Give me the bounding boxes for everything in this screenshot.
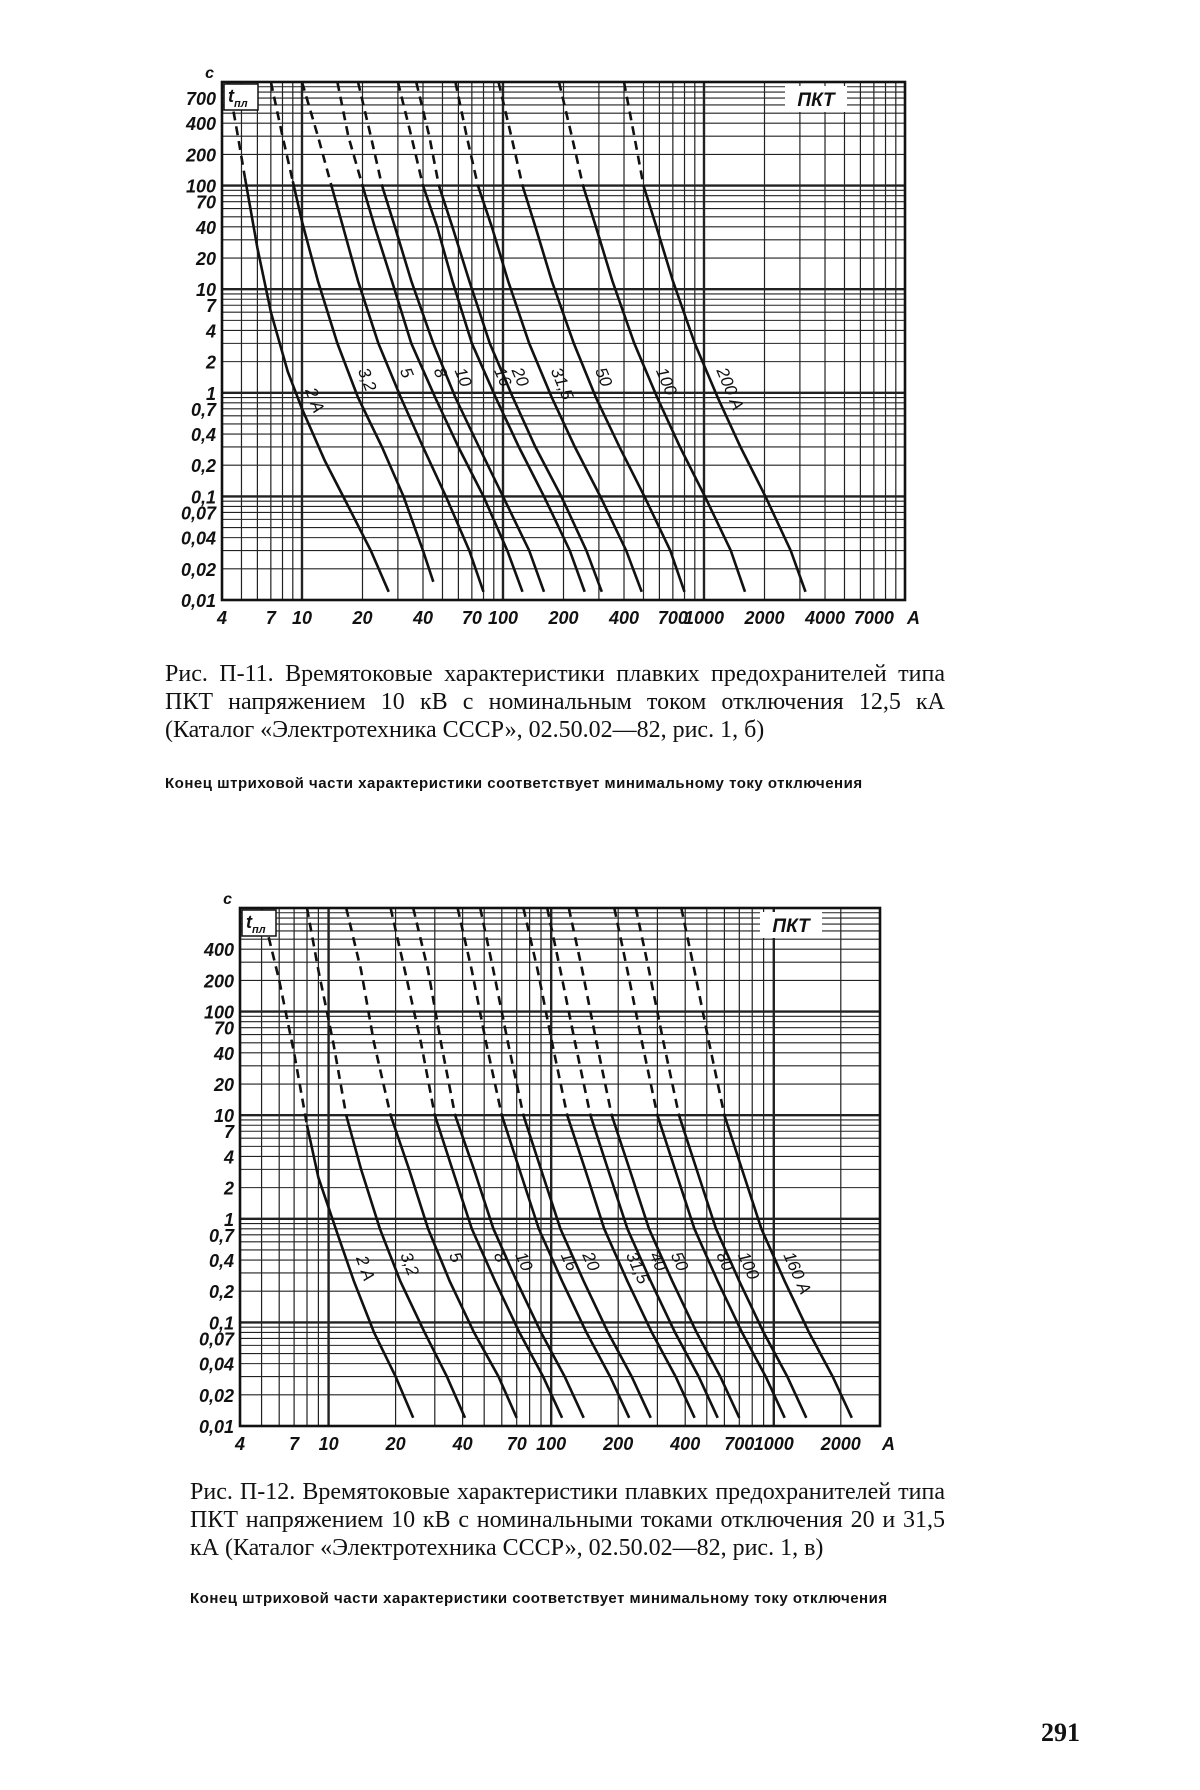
note-p11 [165, 775, 945, 793]
x-tick-label: 4 [234, 1434, 246, 1454]
y-tick-label: 70 [213, 1018, 234, 1039]
panel-label: ПКТ [797, 90, 835, 111]
y-tick-label: 0,01 [198, 1417, 234, 1437]
chart-p11 [181, 65, 920, 628]
y-tick-label: 0,1 [208, 1313, 234, 1334]
y-tick-label: 0,02 [180, 559, 216, 580]
chart-p12 [199, 891, 895, 1454]
y-tick-label: 0,2 [190, 456, 216, 477]
curve-label-5: 16 [556, 1248, 582, 1274]
curve-label-11: 100 [734, 1248, 763, 1283]
y-tick-label: 40 [195, 217, 216, 238]
caption-p12-title: Рис. П-12. Времятоковые характеристики плавких предохранителей типа ПКТ напряжением 10 кВ с номинальными токами отключения 20 и 31,5 кА (Каталог «Электротехника СССР», 02.50.02—82, рис. 1, в) [190, 1479, 945, 1561]
note-p12-text: Конец штриховой части характеристики соответствует минимальному току отключения [190, 1590, 888, 1607]
y-tick-label: 10 [213, 1106, 234, 1127]
y-tick-label: 70 [195, 192, 216, 213]
curve-label-1: 3,2 [396, 1249, 423, 1279]
note-p12 [190, 1590, 945, 1608]
y-tick-label: 2 [223, 1178, 234, 1199]
panel-label: ПКТ [772, 916, 810, 937]
curve-label-1: 3,2 [354, 365, 381, 394]
curve-label-0: 2 А [301, 384, 329, 416]
x-tick-label: 100 [536, 1434, 567, 1454]
grid [240, 908, 880, 1426]
curve-label-7: 31,5 [622, 1248, 653, 1287]
curve-label-5: 16 [490, 364, 516, 390]
x-tick-label: 2000 [820, 1434, 861, 1454]
y-unit-label: с [223, 891, 232, 908]
y-tick-label: 40 [213, 1043, 234, 1064]
y-tick-label: 200 [203, 971, 234, 992]
x-tick-label: 200 [603, 1434, 634, 1454]
caption-p12 [190, 1478, 945, 1562]
x-tick-label: 20 [385, 1434, 406, 1454]
curve-label-4: 10 [511, 1248, 537, 1274]
curve-label-3: 8 [429, 364, 451, 381]
x-tick-label: 4 [216, 608, 228, 628]
x-unit-label: А [882, 1434, 895, 1454]
y-tick-label: 0,7 [208, 1225, 234, 1246]
curve-label-10: 200 А [712, 364, 748, 414]
x-tick-label: 10 [291, 608, 313, 628]
y-tick-label: 2 [205, 352, 216, 373]
x-tick-label: 1000 [753, 1434, 794, 1454]
x-tick-label: 20 [352, 608, 373, 628]
x-tick-label: 7 [289, 1434, 300, 1454]
x-tick-label: 700 [724, 1434, 755, 1454]
y-tick-label: 0,2 [208, 1282, 234, 1303]
y-tick-label: 10 [195, 280, 216, 301]
y-tick-label: 0,04 [198, 1354, 234, 1375]
y-tick-label: 0,07 [198, 1329, 234, 1350]
y-tick-label: 7 [205, 296, 216, 317]
curve-dashed-1 [271, 82, 293, 181]
x-tick-label: 4000 [804, 608, 846, 628]
curve-label-9: 50 [666, 1248, 693, 1274]
curve-label-0: 2 А [352, 1253, 379, 1284]
x-tick-label: 400 [670, 1434, 701, 1454]
x-tick-label: 200 [548, 608, 579, 628]
x-tick-label: 40 [452, 1434, 473, 1454]
y-tick-label: 7 [223, 1122, 234, 1143]
x-tick-label: 10 [318, 1434, 339, 1454]
y-tick-label: 200 [185, 145, 216, 166]
caption-p11-title: Рис. П-11. Времятоковые характеристики плавких предохранителей типа ПКТ напряжением 10 кВ с номинальным током отключения 12,5 кА (Каталог «Электротехника СССР», 02.50.02—82, рис. 1, б) [165, 661, 945, 743]
y-tick-label: 1 [205, 383, 216, 404]
y-tick-label: 100 [185, 176, 216, 197]
curve-label-9: 100 [652, 364, 681, 399]
x-tick-label: 70 [461, 608, 482, 628]
x-unit-label: А [907, 608, 920, 628]
y-tick-label: 20 [213, 1075, 234, 1096]
y-tick-label: 0,01 [180, 591, 216, 611]
page-number: 291 [1041, 1718, 1080, 1747]
y-axis-label: $t_{пл}$ [246, 912, 266, 936]
y-tick-label: 0,4 [190, 425, 216, 446]
x-tick-label: 7 [265, 608, 276, 628]
curve-label-12: 160 А [779, 1248, 815, 1298]
y-tick-label: 0,04 [180, 528, 216, 549]
curve-label-2: 5 [395, 364, 418, 381]
y-tick-label: 0,7 [190, 399, 216, 420]
y-tick-label: 100 [203, 1002, 234, 1023]
curve-label-6: 20 [578, 1248, 604, 1274]
y-tick-label: 400 [203, 940, 234, 961]
plot-frame [240, 908, 880, 1426]
curve-label-3: 8 [489, 1248, 512, 1266]
y-tick-label: 0,07 [180, 503, 216, 524]
curve-solid-4 [382, 186, 544, 592]
curve-label-10: 80 [712, 1248, 738, 1274]
x-tick-label: 400 [608, 608, 640, 628]
y-tick-label: 4 [223, 1147, 234, 1168]
y-tick-label: 0,02 [198, 1385, 234, 1406]
curve-label-2: 5 [445, 1249, 467, 1266]
x-tick-label: 100 [487, 608, 519, 628]
y-tick-label: 1 [223, 1209, 234, 1230]
x-tick-label: 7000 [853, 608, 894, 628]
y-unit-label: с [205, 65, 214, 82]
y-tick-label: 4 [205, 321, 216, 342]
curve-label-4: 10 [450, 364, 476, 390]
curve-label-6: 20 [507, 364, 533, 390]
x-tick-label: 1000 [683, 608, 725, 628]
y-tick-label: 0,1 [190, 487, 216, 508]
y-tick-label: 700 [185, 89, 216, 110]
curve-solid-3 [435, 1115, 562, 1418]
x-tick-label: 40 [412, 608, 434, 628]
curve-label-7: 31,5 [546, 364, 578, 403]
curve-label-8: 50 [591, 364, 616, 390]
caption-p11 [165, 660, 945, 744]
y-tick-label: 400 [185, 114, 216, 135]
curve-label-8: 40 [645, 1248, 671, 1274]
y-tick-label: 0,4 [208, 1251, 234, 1272]
x-tick-label: 2000 [744, 608, 785, 628]
y-tick-label: 20 [195, 249, 216, 270]
y-axis-label: $t_{пл}$ [228, 86, 248, 110]
note-p11-text: Конец штриховой части характеристики соответствует минимальному току отключения [165, 775, 863, 792]
x-tick-label: 70 [506, 1434, 527, 1454]
x-tick-label: 700 [657, 608, 688, 628]
